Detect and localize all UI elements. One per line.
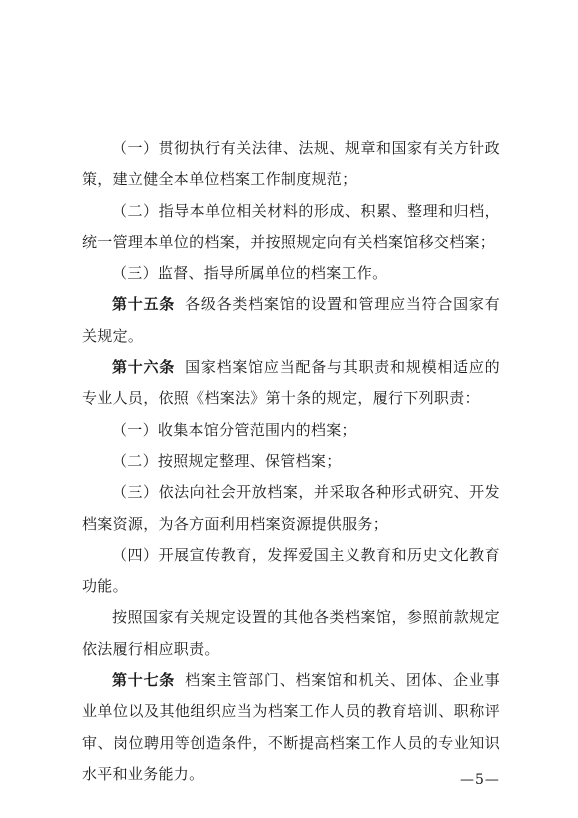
paragraph-2 [82, 258, 500, 289]
paragraph-text: 档案主管部门、档案馆和机关、团体、企业事业单位以及其他组织应当为档案工作人员的教育培训、职称评审、岗位聘用等创造条件，不断提高档案工作人员的专业知识水平和业务能力。 [82, 671, 500, 783]
document-body [82, 133, 500, 790]
article-heading: 第十七条 [112, 671, 176, 690]
paragraph-text: （四）开展宣传教育，发挥爱国主义教育和历史文化教育功能。 [82, 545, 500, 596]
paragraph-8 [82, 540, 500, 603]
paragraph-text: （一）贯彻执行有关法律、法规、规章和国家有关方针政策，建立健全本单位档案工作制度规范； [82, 139, 500, 189]
paragraph-text: （二）按照规定整理、保管档案； [112, 451, 342, 470]
paragraph-1 [82, 196, 500, 259]
paragraph-text: 各级各类档案馆的设置和管理应当符合国家有关规定。 [82, 295, 500, 345]
paragraph-text: （二）指导本单位相关材料的形成、积累、整理和归档，统一管理本单位的档案，并按照规定向有关档案馆移交档案； [82, 201, 500, 251]
paragraph-10 [82, 665, 500, 790]
paragraph-3 [82, 289, 500, 352]
paragraph-text: 国家档案馆应当配备与其职责和规模相适应的专业人员，依照《档案法》第十条的规定，履行下列职责： [82, 358, 500, 408]
paragraph-0 [82, 133, 500, 196]
paragraph-text: （三）监督、指导所属单位的档案工作。 [112, 264, 388, 283]
article-heading: 第十五条 [112, 295, 176, 314]
paragraph-text: （一）收集本馆分管范围内的档案； [112, 420, 357, 439]
paragraph-text: （三）依法向社会开放档案，并采取各种形式研究、开发档案资源，为各方面利用档案资源提供服务； [82, 483, 500, 533]
paragraph-text: 按照国家有关规定设置的其他各类档案馆，参照前款规定依法履行相应职责。 [82, 608, 500, 658]
paragraph-9 [82, 602, 500, 665]
paragraph-5 [82, 415, 500, 446]
paragraph-6 [82, 446, 500, 477]
paragraph-7 [82, 477, 500, 540]
page-number: —5— [460, 772, 500, 788]
paragraph-4 [82, 352, 500, 415]
article-heading: 第十六条 [112, 358, 176, 377]
